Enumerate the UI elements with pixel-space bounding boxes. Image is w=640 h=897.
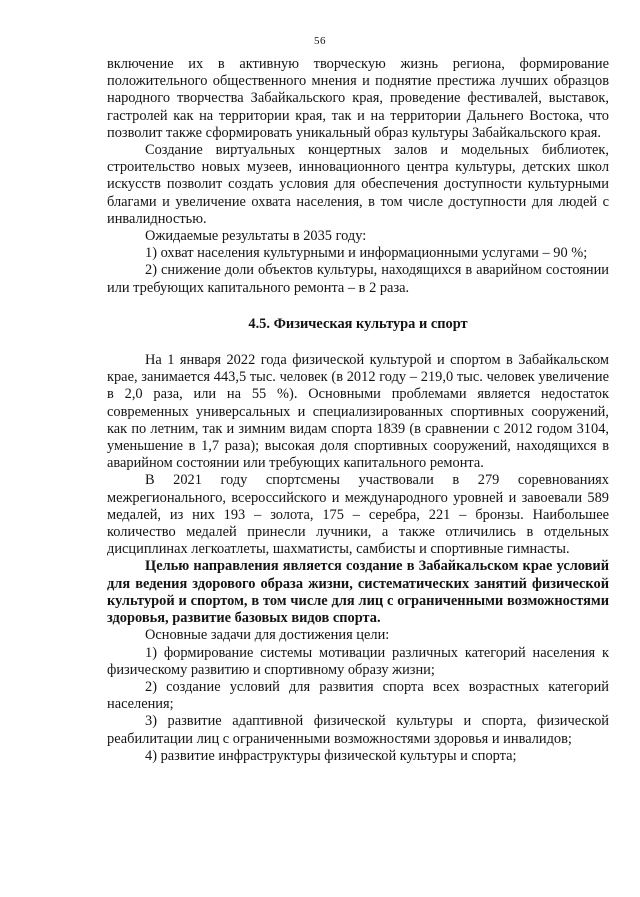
paragraph-goal: Целью направления является создание в Забайкальском крае условий для ведения здорового образа жизни, систематических занятий физической культурой и спортом, в том числе для лиц с ограниченными возможностями здоровья, развитие базовых видов спорта. xyxy=(107,558,609,627)
paragraph-competitions: В 2021 году спортсмены участвовали в 279 соревнованиях межрегионального, всероссийского и международного уровней и завоевали 589 медалей, из них 193 – золота, 175 – серебра, 221 – бронзы. Наибольшее количество медалей принесли лучники, а также отличились в отдельных дисциплинах легкоатлеты, шахматисты, самбисты и спортивные гимнасты. xyxy=(107,472,609,558)
list-item-task-1: 1) формирование системы мотивации различных категорий населения к физическому развитию и спортивному образу жизни; xyxy=(107,644,609,678)
list-item-task-4: 4) развитие инфраструктуры физической культуры и спорта; xyxy=(145,747,517,764)
paragraph-expected-results: Ожидаемые результаты в 2035 году: xyxy=(145,228,367,245)
section-heading: 4.5. Физическая культура и спорт xyxy=(248,315,468,332)
paragraph-continuation: включение их в активную творческую жизнь региона, формирование положительного общественного мнения и поднятие престижа лучших образцов народного творчества Забайкальского края, проведение фестивалей, выставок, гастролей как на территории края, так и на территории Дальнего Востока, что позволит также сформировать уникальный образ культуры Забайкальского края. xyxy=(107,56,609,141)
paragraph-virtual-halls: Создание виртуальных концертных залов и модельных библиотек, строительство новых музеев, инновационного центра культуры, детских школ искусств позволит создать условия для обеспечения доступности культурными благами и увеличение охвата населения, в том числе доступности для людей с инвалидностью. xyxy=(107,142,609,227)
document-body xyxy=(107,56,609,765)
paragraph-tasks-intro: Основные задачи для достижения цели: xyxy=(145,627,390,644)
list-item-result-2: 2) снижение доли объектов культуры, находящихся в аварийном состоянии или требующих капитального ремонта – в 2 раза. xyxy=(107,262,609,296)
list-item-task-2: 2) создание условий для развития спорта всех возрастных категорий населения; xyxy=(107,678,609,713)
paragraph-statistics: На 1 января 2022 года физической культурой и спортом в Забайкальском крае, занимается 443,5 тыс. человек (в 2012 году – 219,0 тыс. человек увеличение в 2,0 раза, или на 55 %). Основными проблемами является недостаток современных универсальных и специализированных спортивных сооружений, как по летним, так и зимним видам спорта 1839 (в сравнении с 2012 годом 3104, уменьшение в 1,7 раза); высокая доля спортивных сооружений, находящихся в аварийном состоянии или требующих капитального ремонта. xyxy=(107,352,609,472)
list-item-result-1: 1) охват населения культурными и информационными услугами – 90 %; xyxy=(145,245,588,262)
list-item-task-3: 3) развитие адаптивной физической культуры и спорта, физической реабилитации лиц с ограниченными возможностями здоровья и инвалидов; xyxy=(107,713,609,747)
page-number: 56 xyxy=(314,35,326,47)
